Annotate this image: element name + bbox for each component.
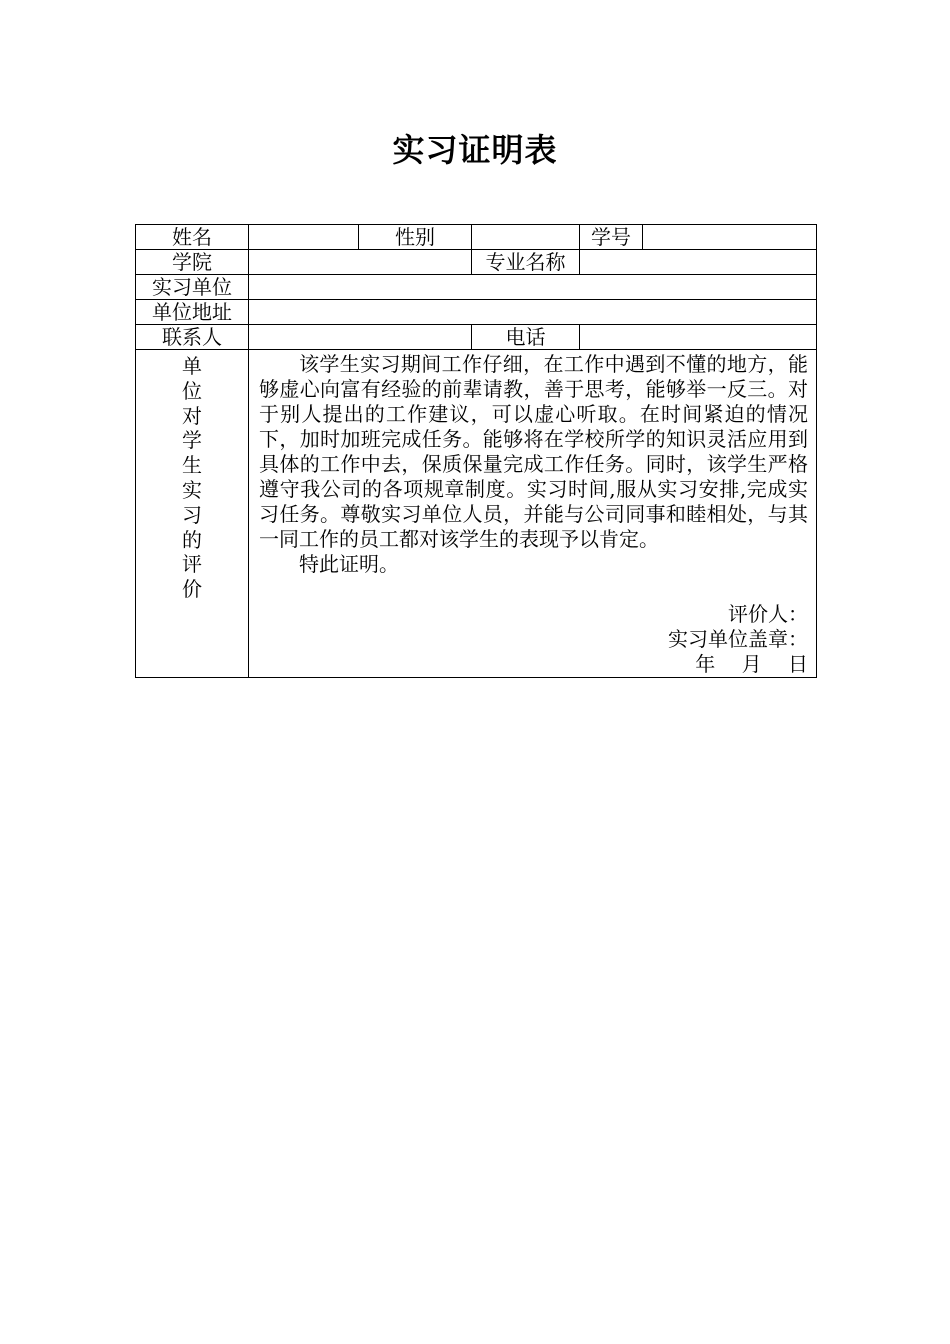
- major-field[interactable]: [580, 250, 817, 275]
- evaluation-label-char: 位: [182, 378, 202, 403]
- gender-label: 性别: [359, 225, 472, 250]
- phone-field[interactable]: [580, 325, 817, 350]
- evaluation-content[interactable]: [249, 350, 817, 678]
- evaluation-label-char: 学: [182, 428, 202, 453]
- evaluator-signature: 评价人：: [728, 602, 808, 626]
- evaluation-label-char: 对: [182, 403, 202, 428]
- evaluation-label-char: 习: [182, 502, 202, 527]
- row-contact: [136, 325, 817, 350]
- row-company-address: [136, 300, 817, 325]
- row-college: [136, 250, 817, 275]
- row-evaluation: [136, 350, 817, 678]
- spacer: [259, 577, 808, 602]
- student-id-field[interactable]: [643, 225, 817, 250]
- row-basic-info: [136, 225, 817, 250]
- evaluation-body: 该学生实习期间工作仔细，在工作中遇到不懂的地方，能够虚心向富有经验的前辈请教，善于思考，能够举一反三。对于别人提出的工作建议，可以虚心听取。在时间紧迫的情况下，加时加班完成任务。能够将在学校所学的知识灵活应用到具体的工作中去，保质保量完成工作任务。同时，该学生严格遵守我公司的各项规章制度。实习时间,服从实习安排,完成实习任务。尊敬实习单位人员，并能与公司同事和睦相处，与其一同工作的员工都对该学生的表现予以肯定。: [259, 352, 808, 551]
- college-label: 学院: [136, 250, 249, 275]
- evaluation-label-char: 评: [182, 552, 202, 577]
- evaluation-label-char: 价: [182, 577, 202, 602]
- gender-field[interactable]: [472, 225, 580, 250]
- company-field[interactable]: [249, 275, 817, 300]
- major-label: 专业名称: [472, 250, 580, 275]
- company-seal: 实习单位盖章：: [668, 627, 808, 651]
- evaluation-label-char: 实: [182, 477, 202, 502]
- name-label: 姓名: [136, 225, 249, 250]
- certificate-table: [135, 224, 817, 678]
- student-id-label: 学号: [580, 225, 643, 250]
- evaluation-closing: 特此证明。: [299, 552, 399, 576]
- phone-label: 电话: [472, 325, 580, 350]
- name-field[interactable]: [249, 225, 359, 250]
- evaluation-label-char: 的: [182, 527, 202, 552]
- company-address-label: 单位地址: [136, 300, 249, 325]
- evaluation-label: [136, 350, 249, 678]
- college-field[interactable]: [249, 250, 472, 275]
- evaluation-label-char: 生: [182, 453, 202, 478]
- contact-label: 联系人: [136, 325, 249, 350]
- evaluation-label-char: 单: [182, 354, 202, 378]
- company-address-field[interactable]: [249, 300, 817, 325]
- sign-date: 年 月 日: [695, 652, 808, 676]
- page-title: 实习证明表: [392, 131, 558, 169]
- company-label: 实习单位: [136, 275, 249, 300]
- contact-field[interactable]: [249, 325, 472, 350]
- row-company: [136, 275, 817, 300]
